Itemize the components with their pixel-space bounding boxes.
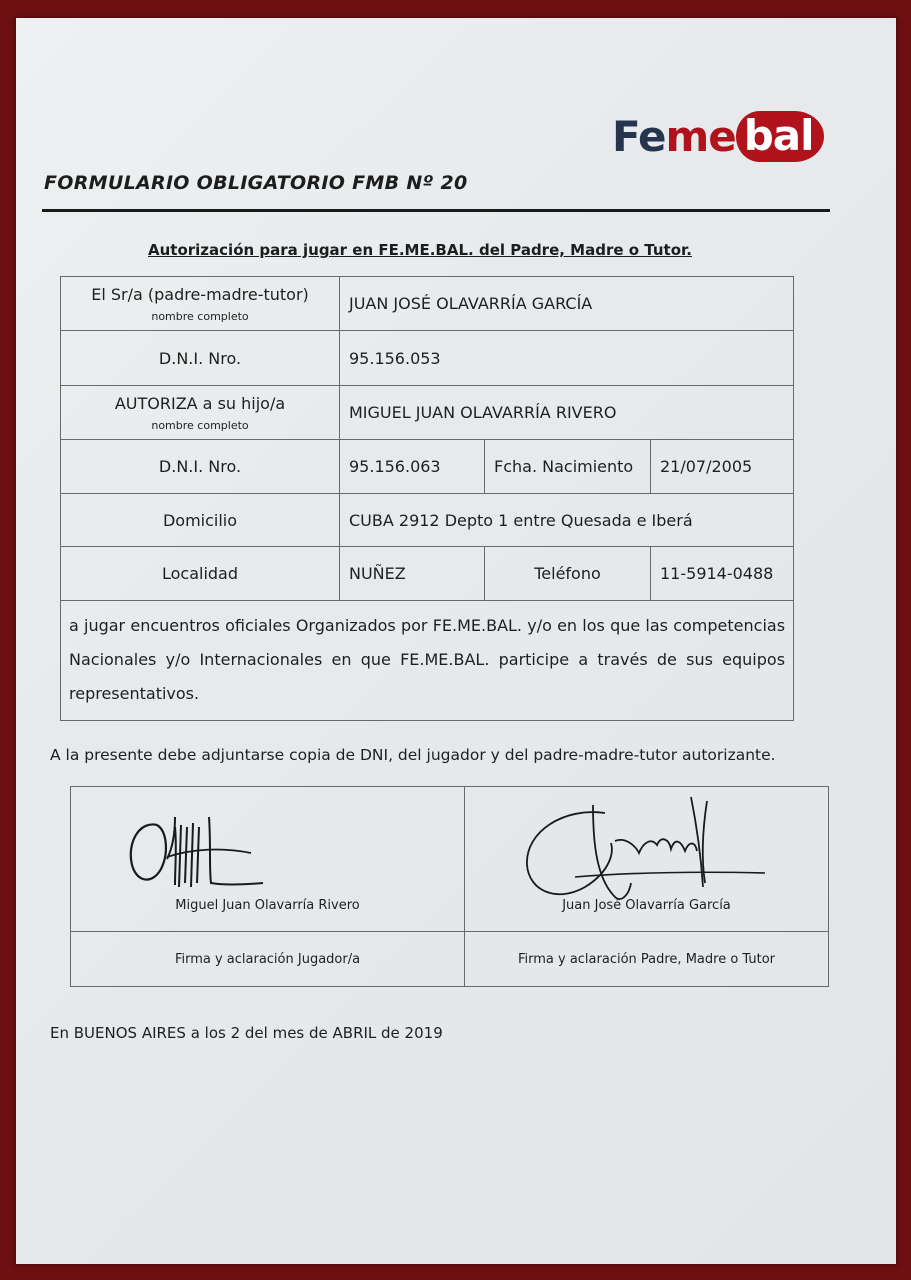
place-date-line: En BUENOS AIRES a los 2 del mes de ABRIL de 2019 [50, 1024, 443, 1042]
logo-text-fe: Fe [612, 111, 666, 161]
birth-date-label: Fcha. Nacimiento [485, 440, 651, 494]
form-title: FORMULARIO OBLIGATORIO FMB Nº 20 [44, 172, 468, 194]
parent-printed-name: Juan José Olavarría García [562, 898, 731, 913]
parent-dni-label: D.N.I. Nro. [61, 331, 340, 386]
parent-dni-field: 95.156.053 [340, 331, 794, 386]
femebal-logo [612, 112, 824, 160]
logo-text-me: me [665, 111, 736, 161]
address-field: CUBA 2912 Depto 1 entre Quesada e Iberá [340, 494, 794, 547]
birth-date-field: 21/07/2005 [651, 440, 794, 494]
parent-label: El Sr/a (padre-madre-tutor) [91, 284, 309, 304]
child-dni-label: D.N.I. Nro. [61, 440, 340, 494]
phone-field: 11-5914-0488 [651, 547, 794, 601]
city-label: Localidad [61, 547, 340, 601]
child-name-field: MIGUEL JUAN OLAVARRÍA RIVERO [340, 386, 794, 440]
parent-sublabel: nombre completo [151, 309, 249, 323]
child-label: AUTORIZA a su hijo/a [114, 393, 286, 413]
title-divider [42, 209, 830, 212]
parent-name-field: JUAN JOSÉ OLAVARRÍA GARCÍA [340, 277, 794, 331]
signature-row [71, 787, 829, 932]
child-label-cell [61, 386, 340, 440]
table-row [61, 494, 794, 547]
form-subtitle: Autorización para jugar en FE.ME.BAL. del Padre, Madre o Tutor. [148, 241, 692, 259]
table-row [61, 331, 794, 386]
child-sublabel: nombre completo [151, 418, 249, 432]
caption-row [71, 932, 829, 987]
city-field: NUÑEZ [340, 547, 485, 601]
table-row [61, 601, 794, 721]
table-row [61, 547, 794, 601]
table-row [61, 277, 794, 331]
table-row [61, 386, 794, 440]
parent-signature-caption: Firma y aclaración Padre, Madre o Tutor [465, 932, 829, 987]
phone-label: Teléfono [485, 547, 651, 601]
player-signature-cell [71, 787, 465, 932]
table-row [61, 440, 794, 494]
player-printed-name: Miguel Juan Olavarría Rivero [175, 898, 360, 913]
authorization-paragraph: a jugar encuentros oficiales Organizados por FE.ME.BAL. y/o en los que las competencias Nacionales y/o Internacionales en que FE.ME.BAL. participe a través de sus equipos representativos. [61, 601, 794, 721]
parent-signature-cell [465, 787, 829, 932]
parent-label-cell [61, 277, 340, 331]
address-label: Domicilio [61, 494, 340, 547]
signature-table [70, 786, 829, 987]
child-dni-field: 95.156.063 [340, 440, 485, 494]
player-signature-caption: Firma y aclaración Jugador/a [71, 932, 465, 987]
logo-text-bal: bal [736, 111, 824, 162]
authorization-table [60, 276, 794, 721]
attachment-note: A la presente debe adjuntarse copia de DNI, del jugador y del padre-madre-tutor autorizante. [50, 746, 776, 764]
